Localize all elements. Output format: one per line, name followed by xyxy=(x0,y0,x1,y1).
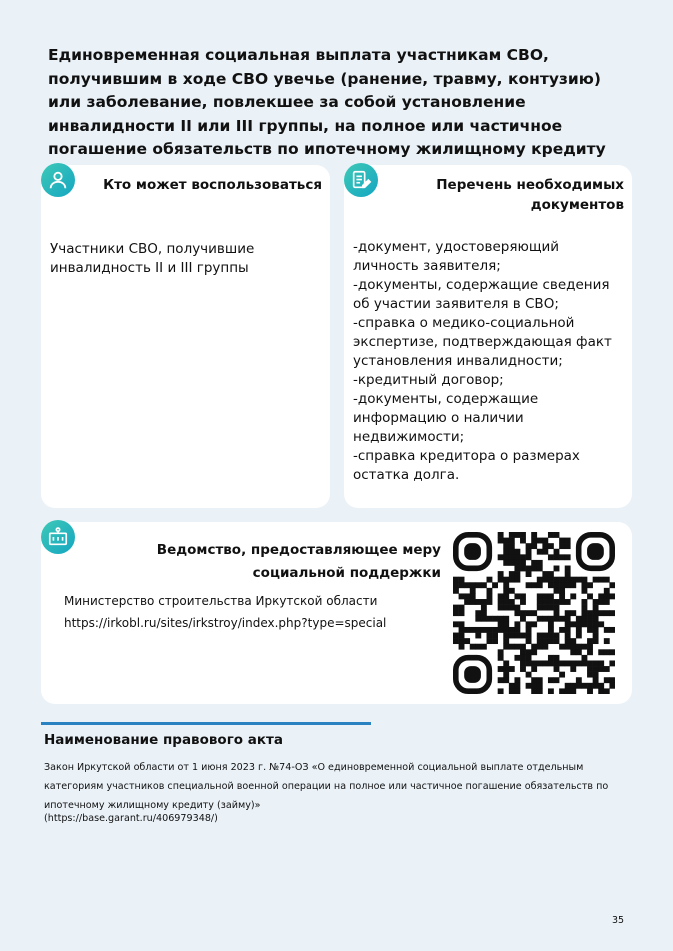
organization-icon xyxy=(41,520,75,554)
document-pen-icon xyxy=(344,163,378,197)
eligibility-heading: Кто может воспользоваться xyxy=(103,177,322,193)
eligibility-card xyxy=(41,165,330,508)
department-card xyxy=(41,522,632,704)
documents-list xyxy=(353,238,623,485)
page-title: Единовременная социальная выплата участникам СВО, получившим в ходе СВО увечье (ранение, травму, контузию) или заболевание, повлекшее за собой установление инвалидности II или III группы, на полное или частичное погашение обязательств по ипотечному жилищному кредиту xyxy=(48,46,606,158)
legal-act-heading: Наименование правового акта xyxy=(44,732,283,748)
document-item: -документы, содержащие информацию о наличии недвижимости; xyxy=(353,391,539,445)
documents-card xyxy=(344,165,632,508)
document-item: -справка кредитора о размерах остатка долга. xyxy=(353,448,580,483)
department-url[interactable]: https://irkobl.ru/sites/irkstroy/index.php?type=special xyxy=(64,616,387,630)
document-item: -документ, удостоверяющий личность заявителя; xyxy=(353,239,560,274)
department-heading: Ведомство, предоставляющее меру социальной поддержки xyxy=(156,542,441,581)
document-item: -справка о медико-социальной экспертизе, подтверждающая факт установления инвалидности; xyxy=(353,315,612,369)
department-name: Министерство строительства Иркутской области xyxy=(64,594,378,608)
documents-heading: Перечень необходимых документов xyxy=(436,177,624,213)
legal-act-link[interactable]: (https://base.garant.ru/406979348/) xyxy=(44,813,218,824)
qr-code-icon[interactable] xyxy=(453,532,615,694)
document-item: -кредитный договор; xyxy=(353,372,504,388)
person-icon xyxy=(41,163,75,197)
page-number: 35 xyxy=(612,915,625,926)
eligibility-text: Участники СВО, получившие инвалидность II и III группы xyxy=(50,241,255,276)
section-divider xyxy=(41,722,371,725)
legal-act-text: Закон Иркутской области от 1 июня 2023 г. №74-ОЗ «О единовременной социальной выплате отдельным категориям участников специальной военной операции на полное или частичное погашение обязательств по ипотечному жилищному кредиту (займу)» xyxy=(44,762,609,811)
document-item: -документы, содержащие сведения об участии заявителя в СВО; xyxy=(353,277,610,312)
